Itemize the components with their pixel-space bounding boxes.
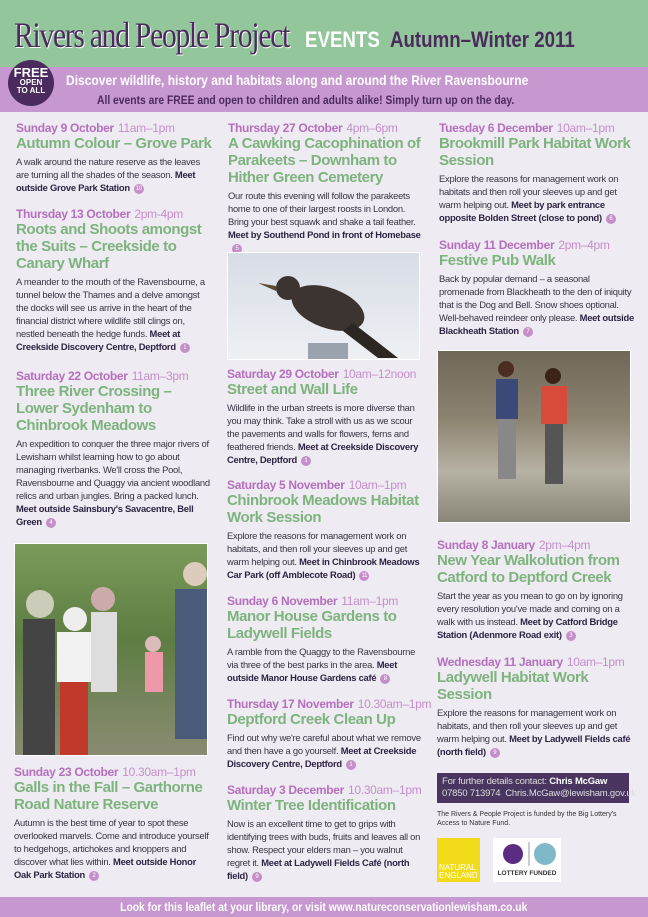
event-item [227, 478, 425, 581]
starling-icon [228, 253, 420, 360]
map-number-badge: 7 [523, 327, 533, 337]
event-description [16, 275, 214, 353]
event-desc-text: Find out why we're careful about what we remove and then have a go yourself. [227, 732, 421, 756]
event-desc-text: A ramble from the Quaggy to the Ravensbourne via three of the best parks in the area. [227, 646, 416, 670]
event-meeting-point: Meet at Ladywell Fields Café (north field) [227, 857, 410, 881]
event-date: Saturday 5 November [227, 478, 345, 492]
lottery-label: LOTTERY FUNDED [497, 870, 557, 877]
event-desc-text: Our route this evening will follow the parakeets home to one of their largest roosts in London. Bring your best squawk and shake a tail feather. [228, 190, 416, 227]
event-item [437, 655, 635, 758]
event-item [437, 538, 635, 641]
event-time: 11am–1pm [341, 594, 399, 608]
event-item [439, 238, 637, 337]
subline: All events are FREE and open to children and adults alike! Simply turn up on the day. [97, 93, 515, 107]
event-description [227, 817, 425, 882]
event-date: Thursday 17 November [227, 697, 354, 711]
event-meeting-point: Meet outside Honor Oak Park Station [14, 856, 197, 880]
map-number-badge: 1 [180, 343, 190, 353]
map-number-badge: 11 [359, 571, 369, 581]
event-time: 11am–3pm [131, 369, 189, 383]
map-number-badge: 2 [89, 871, 99, 881]
event-time: 2pm-4pm [134, 207, 183, 221]
event-time: 2pm–4pm [558, 238, 610, 252]
event-title: Ladywell Habitat Work Session [437, 669, 589, 703]
event-description [14, 816, 212, 881]
event-desc-text: Autumn is the best time of year to spot these overlooked marvels. Come and introduce yourself to hedgehogs, artichokes and knoppers and discover what lies within. [14, 817, 209, 867]
map-number-badge: 1 [346, 760, 356, 770]
project-title: Rivers and People Project [14, 15, 290, 55]
event-title: Roots and Shoots amongst the Suits – Creekside to Canary Wharf [16, 221, 202, 272]
event-desc-text: Explore the reasons for management work on habitats and then roll your sleeves up and get warm helping out. [439, 173, 619, 210]
event-description [16, 437, 214, 528]
event-description [439, 172, 637, 224]
event-time: 2pm–4pm [538, 538, 591, 552]
event-meeting-point: Meet by park entrance opposite Bolden Street (close to pond) [439, 199, 605, 223]
event-date-line [14, 765, 212, 779]
event-time: 10am–1pm [348, 478, 407, 492]
map-number-badge: 6 [606, 214, 616, 224]
event-item [16, 369, 214, 528]
map-number-badge: 8 [380, 674, 390, 684]
event-desc-text: Explore the reasons for management work on habitats, and then roll your sleeves up and get warm helping out. [437, 707, 618, 744]
event-date: Thursday 27 October [228, 121, 343, 135]
event-date-line [16, 207, 214, 221]
free-badge [8, 60, 54, 106]
event-description [228, 189, 426, 254]
event-title: Street and Wall Life [227, 381, 358, 398]
event-date: Tuesday 6 December [439, 121, 553, 135]
map-number-badge: 1 [301, 456, 311, 466]
event-time: 10.30am–1pm [348, 783, 422, 797]
contact-prefix: For further details contact: [442, 776, 547, 787]
event-desc-text: Now is an excellent time to get to grips with identifying trees with buds, fruits and leaves all on show. Respect your elders man – you walnut regret it. [227, 818, 421, 868]
event-date-line [227, 478, 425, 492]
map-number-badge: 10 [135, 185, 142, 192]
event-description [227, 731, 425, 770]
footer-bar [0, 897, 648, 917]
event-meeting-point: Meet at Creekside Discovery Centre, Deptford [16, 328, 181, 352]
event-title: Festive Pub Walk [439, 252, 556, 269]
event-item [227, 697, 432, 770]
event-desc-text: A meander to the mouth of the Ravensbourne, a tunnel below the Thames and a delve amongst the docks will see us arrive in the heart of the financial district where wildlife still clings on, nestled beneath the hedge funds. [16, 276, 205, 339]
event-description [227, 529, 425, 581]
event-meeting-point: Meet outside Manor House Gardens café [227, 659, 398, 683]
event-description [227, 401, 425, 466]
contact-phone: 07850 713974 [442, 788, 501, 799]
event-title: Galls in the Fall – Garthorne Road Nature Reserve [14, 779, 203, 813]
event-title: Manor House Gardens to Ladywell Fields [227, 608, 397, 642]
event-time: 10.30am–1pm [122, 765, 196, 779]
event-date-line [439, 121, 637, 135]
event-meeting-point: Meet by Ladywell Fields café (north field) [437, 733, 631, 757]
map-number-badge: 5 [232, 244, 242, 254]
contact-name: Chris McGaw [549, 776, 608, 787]
event-title: A Cawking Cacophination of Parakeets – Downham to Hither Green Cemetery [228, 135, 421, 186]
event-date-line [16, 121, 214, 135]
map-number-badge: 9 [490, 748, 500, 758]
event-item [227, 594, 425, 684]
people-icon [438, 351, 631, 523]
footer-text: Look for this leaflet at your library, or visit www.natureconservationlewisham.co.uk [120, 900, 528, 914]
event-date: Wednesday 11 January [437, 655, 563, 669]
group-walk-photo [14, 543, 208, 756]
event-date-line [227, 367, 425, 381]
event-meeting-point: Meet in Chinbrook Meadows Car Park (off Amblecote Road) [227, 556, 420, 580]
event-meeting-point: Meet by Southend Pond in front of Homebase [228, 229, 421, 240]
starling-photo [227, 252, 420, 360]
event-date-line [439, 238, 637, 252]
event-date: Sunday 11 December [439, 238, 555, 252]
map-number-badge: 3 [566, 631, 576, 641]
event-time: 10am–1pm [556, 121, 615, 135]
event-desc-text: Wildlife in the urban streets is more diverse than you may think. Take a stroll with us as we scour the pavements and walls for flowers, ferns and feathered friends. [227, 402, 415, 452]
event-date-line [227, 783, 425, 797]
event-date-line [437, 538, 635, 552]
event-time: 10am–1pm [566, 655, 625, 669]
event-description [439, 272, 637, 337]
event-meeting-point: Meet outside Blackheath Station [439, 312, 634, 336]
group-icon [15, 544, 208, 756]
event-title: Autumn Colour – Grove Park [16, 135, 212, 152]
event-item [14, 765, 212, 881]
event-desc-text: An expedition to conquer the three major rivers of Lewisham whilst learning how to go about managing riverbanks. We'll cross the Pool, Ravensbourne and Quaggy via ancient woodland relics and urban jungles. Bring a packed lunch. [16, 438, 210, 501]
event-desc-text: Start the year as you mean to go on by ignoring every resolution you've made and coming on a walk with us instead. [437, 590, 623, 627]
event-desc-text: A walk around the nature reserve as the leaves are turning all the shades of the season. [16, 156, 200, 180]
event-item [439, 121, 637, 224]
event-desc-text: Explore the reasons for management work on habitats, and then roll your sleeves up and get warm helping out. [227, 530, 408, 567]
event-item [227, 783, 425, 882]
event-date: Saturday 3 December [227, 783, 345, 797]
event-title: New Year Walkolution from Catford to Deptford Creek [437, 552, 620, 586]
event-meeting-point: Meet by Catford Bridge Station (Adenmore Road exit) [437, 616, 618, 640]
event-date: Saturday 29 October [227, 367, 339, 381]
season-label: Autumn–Winter 2011 [390, 27, 575, 52]
event-date-line [227, 594, 425, 608]
event-description [437, 706, 635, 758]
contact-email[interactable]: Chris.McGaw@lewisham.gov.uk [505, 788, 637, 799]
event-title: Chinbrook Meadows Habitat Work Session [227, 492, 419, 526]
event-date: Saturday 22 October [16, 369, 128, 383]
event-meeting-point: Meet at Creekside Discovery Centre, Deptford [227, 441, 419, 465]
event-description [437, 589, 635, 641]
event-date-line [228, 121, 426, 135]
badge-open: OPEN [19, 78, 43, 87]
event-title: Three River Crossing – Lower Sydenham to Chinbrook Meadows [16, 383, 172, 434]
map-number-badge: 4 [46, 518, 56, 528]
event-item [227, 367, 425, 466]
event-item [16, 121, 214, 194]
badge-free: FREE [13, 65, 49, 80]
map-number-badge: 9 [252, 872, 262, 882]
event-date: Sunday 6 November [227, 594, 338, 608]
event-desc-text: Back by popular demand – a seasonal promenade from Blackheath to the den of iniquity that is the Dog and Bell. Snow shoes optional. Well-behaved reindeer only please. [439, 273, 632, 323]
event-date-line [16, 369, 214, 383]
event-item [16, 207, 214, 353]
lottery-funded-logo [493, 838, 561, 882]
event-date: Sunday 9 October [16, 121, 114, 135]
events-label: EVENTS [305, 27, 380, 52]
event-date: Sunday 23 October [14, 765, 119, 779]
event-time: 10am–12noon [342, 367, 417, 381]
lottery-crossed-fingers-icon [493, 838, 561, 868]
event-meeting-point: Meet at Creekside Discovery Centre, Deptford [227, 745, 417, 769]
natural-england-logo: NATURAL ENGLAND [437, 838, 480, 882]
event-date-line [437, 655, 635, 669]
event-date: Sunday 8 January [437, 538, 535, 552]
river-walkers-photo [437, 350, 631, 523]
event-date: Thursday 13 October [16, 207, 131, 221]
event-title: Brookmill Park Habitat Work Session [439, 135, 631, 169]
event-date-line [227, 697, 432, 711]
event-title: Deptford Creek Clean Up [227, 711, 396, 728]
event-time: 10.30am–1pm [357, 697, 432, 711]
contact-box [437, 773, 637, 803]
funding-note: The Rivers & People Project is funded by the Big Lottery's Access to Nature Fund. [437, 811, 617, 827]
event-time: 11am–1pm [117, 121, 175, 135]
event-time: 4pm–6pm [346, 121, 398, 135]
event-description [227, 645, 425, 684]
badge-to-all: TO ALL [16, 86, 46, 95]
tagline: Discover wildlife, history and habitats along and around the River Ravensbourne [66, 72, 529, 88]
event-item [228, 121, 426, 254]
event-meeting-point: Meet outside Grove Park Station [16, 169, 196, 193]
event-title: Winter Tree Identification [227, 797, 396, 814]
event-meeting-point: Meet outside Sainsbury's Savacentre, Bell Green [16, 503, 194, 527]
event-description [16, 155, 214, 194]
